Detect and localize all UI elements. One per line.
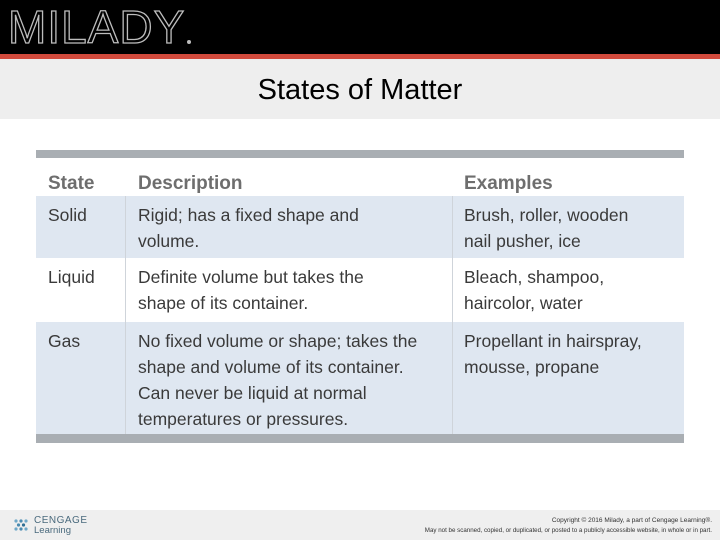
description-cell [138,264,364,316]
examples-line: mousse, propane [464,357,600,377]
examples-line: haircolor, water [464,293,583,313]
table-bottom-rule [36,434,684,443]
description-line: volume. [138,231,200,251]
logo-dot [187,40,191,44]
examples-cell [464,264,604,316]
slide-title: States of Matter [257,74,463,106]
description-line: Definite volume but takes the [138,267,364,287]
table-row [36,258,684,322]
description-cell [138,202,359,254]
description-cell [138,328,417,432]
description-line: shape of its container. [138,293,309,313]
table-row [36,196,684,258]
column-divider [452,196,453,434]
examples-cell [464,202,628,254]
examples-line: Bleach, shampoo, [464,267,605,287]
column-divider [125,196,126,434]
description-line: shape and volume of its container. [138,357,404,377]
examples-cell [464,328,642,380]
state-cell: Solid [48,205,87,225]
table-header-row [36,158,684,196]
footer-band [0,510,720,540]
states-table [36,150,684,443]
state-cell: Liquid [48,267,95,287]
copyright-notice: May not be scanned, copied, or duplicated, or posted to a publicly accessible website, in whole or in part. [424,527,712,534]
description-line: temperatures or pressures. [138,409,349,429]
header-description: Description [138,173,243,194]
publisher-name: CENGAGE [34,515,88,526]
state-cell: Gas [48,331,81,351]
description-line: No fixed volume or shape; takes the [138,331,418,351]
header-examples: Examples [464,173,553,194]
examples-line: nail pusher, ice [464,231,581,251]
milady-logo: MILADY [8,1,186,53]
description-line: Rigid; has a fixed shape and [138,205,359,225]
copyright-line: Copyright © 2016 Milady, a part of Cengage Learning®. [551,517,712,524]
header-state: State [48,173,95,194]
table-top-rule [36,150,684,158]
cengage-logo-icon [12,517,30,533]
publisher-sub: Learning [34,525,71,536]
examples-line: Propellant in hairspray, [464,331,642,351]
table-row [36,322,684,434]
description-line: Can never be liquid at normal [138,383,367,403]
examples-line: Brush, roller, wooden [464,205,629,225]
